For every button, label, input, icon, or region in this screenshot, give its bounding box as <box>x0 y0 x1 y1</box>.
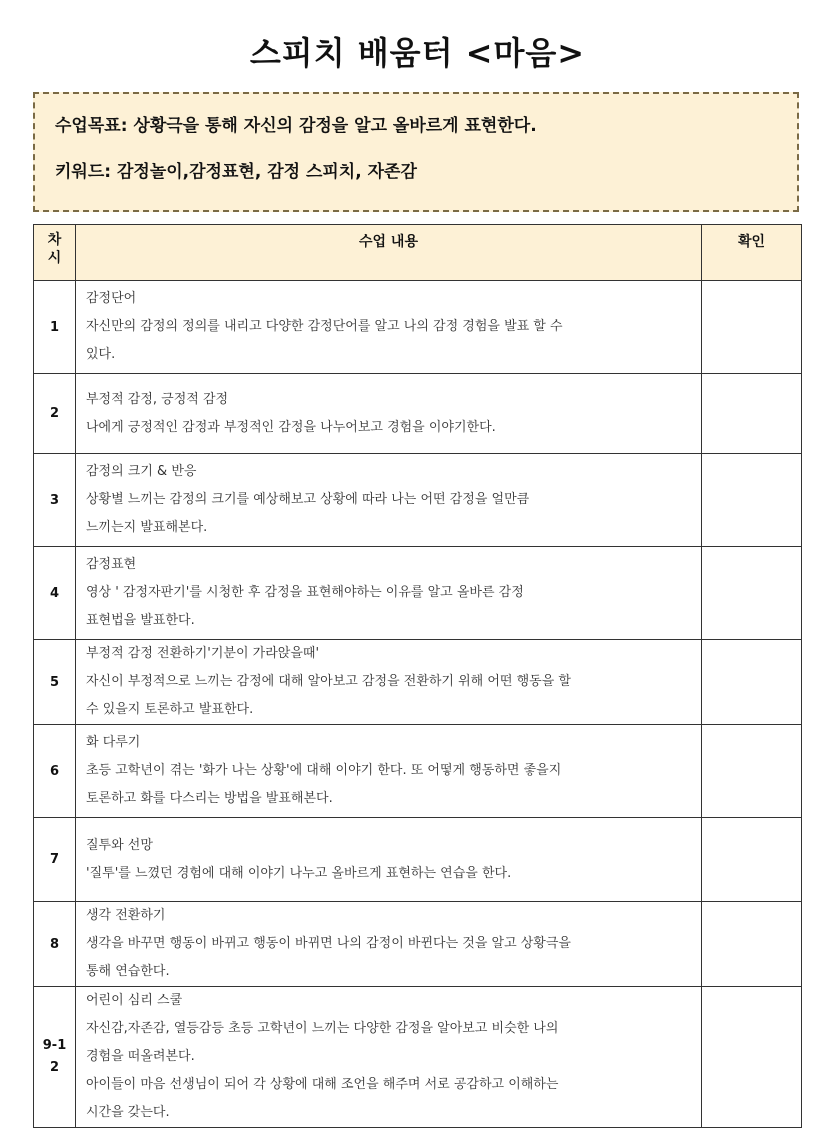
lesson-topic: 생각 전환하기 <box>86 908 166 923</box>
check-cell[interactable] <box>702 281 802 374</box>
lesson-description: 영상 ' 감정자판기'를 시청한 후 감정을 표현해야하는 이유를 알고 올바른 감정 <box>86 585 524 600</box>
lesson-topic: 감정단어 <box>86 291 137 306</box>
lesson-description: 아이들이 마음 선생님이 되어 각 상황에 대해 조언을 해주며 서로 공감하고 이해하는 <box>86 1077 559 1092</box>
header-check: 확인 <box>702 225 802 281</box>
check-cell[interactable] <box>702 454 802 547</box>
lesson-description: 자신감,자존감, 열등감등 초등 고학년이 느끼는 다양한 감정을 알아보고 비슷한 나의 <box>86 1021 559 1036</box>
session-number: 4 <box>34 547 76 640</box>
check-cell[interactable] <box>702 725 802 818</box>
lesson-description: 상황별 느끼는 감정의 크기를 예상해보고 상황에 따라 나는 어떤 감정을 얼만큼 <box>86 492 530 507</box>
lesson-description: 느끼는지 발표해본다. <box>86 520 208 535</box>
table-row <box>34 547 802 640</box>
lesson-description: 나에게 긍정적인 감정과 부정적인 감정을 나누어보고 경험을 이야기한다. <box>86 419 496 435</box>
session-number: 1 <box>34 281 76 374</box>
table-row <box>34 374 802 454</box>
lesson-content <box>76 640 702 725</box>
session-number: 7 <box>34 818 76 902</box>
table-row <box>34 640 802 725</box>
lesson-content <box>76 547 702 640</box>
lesson-description: 자신만의 감정의 정의를 내리고 다양한 감정단어를 알고 나의 감정 경험을 발표 할 수 <box>86 319 563 334</box>
lesson-description: 시간을 갖는다. <box>86 1105 170 1120</box>
lesson-description: 자신이 부정적으로 느끼는 감정에 대해 알아보고 감정을 전환하기 위해 어떤 행동을 할 <box>86 674 571 689</box>
table-row <box>34 281 802 374</box>
lesson-topic: 화 다루기 <box>86 735 141 750</box>
session-number: 9-12 <box>34 987 76 1128</box>
lesson-description: 표현법을 발표한다. <box>86 613 195 628</box>
lesson-table <box>33 224 802 1128</box>
lesson-description: 초등 고학년이 겪는 '화가 나는 상황'에 대해 이야기 한다. 또 어떻게 행동하면 좋을지 <box>86 763 562 778</box>
check-cell[interactable] <box>702 987 802 1128</box>
session-number: 5 <box>34 640 76 725</box>
check-cell[interactable] <box>702 547 802 640</box>
check-cell[interactable] <box>702 640 802 725</box>
lesson-content <box>76 454 702 547</box>
lesson-topic: 어린이 심리 스쿨 <box>86 993 183 1008</box>
page-title: 스피치 배움터 <마음> <box>249 34 586 72</box>
table-row <box>34 818 802 902</box>
table-body <box>34 281 802 1128</box>
lesson-content <box>76 902 702 987</box>
table-row <box>34 454 802 547</box>
lesson-description: 생각을 바꾸면 행동이 바뀌고 행동이 바뀌면 나의 감정이 바뀐다는 것을 알고 상황극을 <box>86 936 571 951</box>
goal-box <box>33 92 799 212</box>
session-number: 6 <box>34 725 76 818</box>
session-number: 8 <box>34 902 76 987</box>
lesson-content <box>76 818 702 902</box>
table-row <box>34 725 802 818</box>
lesson-content <box>76 987 702 1128</box>
lesson-description: 수 있을지 토론하고 발표한다. <box>86 702 254 717</box>
lesson-description: 경험을 떠올려본다. <box>86 1049 195 1064</box>
lesson-content <box>76 725 702 818</box>
lesson-topic: 부정적 감정 전환하기'기분이 가라앉을때' <box>86 646 320 661</box>
lesson-content <box>76 281 702 374</box>
header-session: 차시 <box>34 225 76 281</box>
header-content: 수업 내용 <box>76 225 702 281</box>
class-goal: 수업목표: 상황극을 통해 자신의 감정을 알고 올바르게 표현한다. <box>55 116 537 136</box>
lesson-description: 토론하고 화를 다스리는 방법을 발표해본다. <box>86 791 333 806</box>
table-row <box>34 902 802 987</box>
lesson-topic: 부정적 감정, 긍정적 감정 <box>86 391 229 407</box>
lesson-topic: 질투와 선망 <box>86 837 153 853</box>
lesson-description: '질투'를 느꼈던 경험에 대해 이야기 나누고 올바르게 표현하는 연습을 한다. <box>86 865 512 881</box>
lesson-description: 통해 연습한다. <box>86 964 170 979</box>
keywords: 키워드: 감정놀이,감정표현, 감정 스피치, 자존감 <box>55 162 417 182</box>
lesson-topic: 감정표현 <box>86 557 137 572</box>
session-number: 2 <box>34 374 76 454</box>
check-cell[interactable] <box>702 374 802 454</box>
table-header-row <box>34 225 802 281</box>
check-cell[interactable] <box>702 902 802 987</box>
session-number: 3 <box>34 454 76 547</box>
check-cell[interactable] <box>702 818 802 902</box>
lesson-description: 있다. <box>86 347 116 362</box>
lesson-content <box>76 374 702 454</box>
lesson-topic: 감정의 크기 & 반응 <box>86 464 197 479</box>
table-row <box>34 987 802 1128</box>
